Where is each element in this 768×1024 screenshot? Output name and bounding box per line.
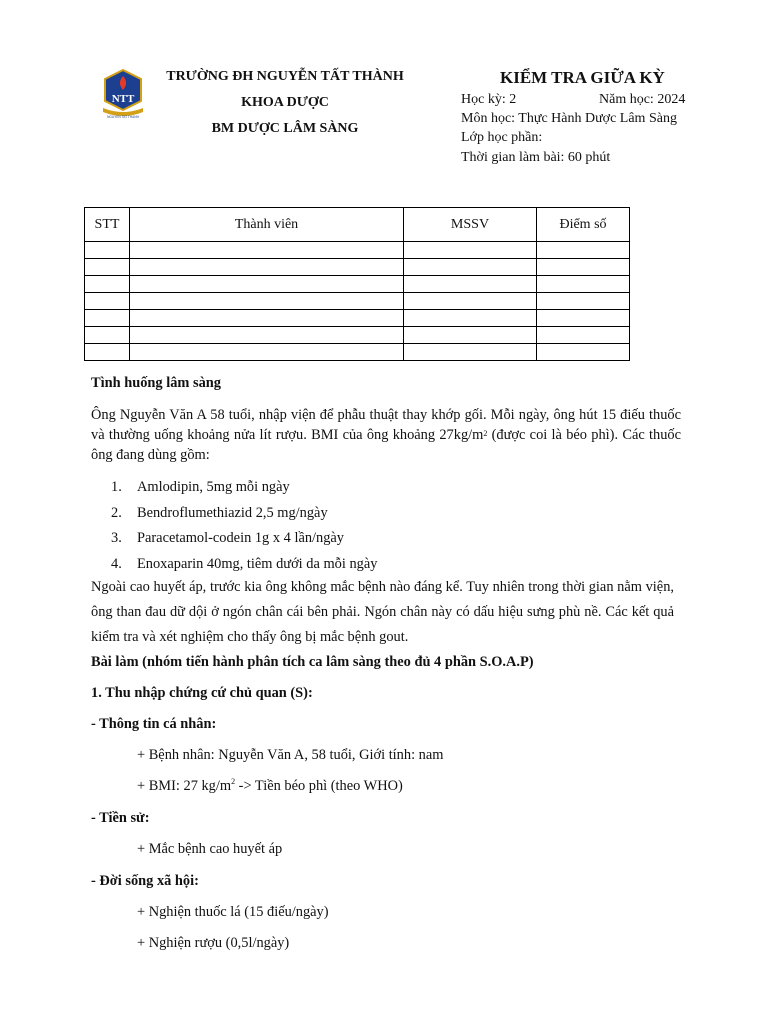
table-header-row: [85, 208, 630, 242]
table-cell: [537, 276, 630, 293]
table-row: [85, 327, 630, 344]
header-stt: STT: [85, 208, 130, 242]
case-description: Ngoài cao huyết áp, trước kia ông không mắc bệnh nào đáng kể. Tuy nhiên trong thời gian nằm viện, ông than đau dữ dội ở ngón chân cái bên phải. Ngón chân này có dấu hiệu sưng phù nề. Các kết quả kiểm tra và xét nghiệm cho thấy ông bị mắc bệnh gout.: [91, 579, 674, 645]
table-cell: [85, 310, 130, 327]
list-item: 1. Amlodipin, 5mg mỗi ngày: [111, 479, 290, 495]
table-cell: [85, 327, 130, 344]
table-row: [85, 242, 630, 259]
svg-text:NGUYEN TAT THANH: NGUYEN TAT THANH: [107, 115, 139, 119]
table-cell: [404, 293, 537, 310]
header-score: Điểm số: [537, 208, 630, 242]
table-cell: [404, 310, 537, 327]
bmi-item: + BMI: 27 $kg/m^2$ -> Tiền béo phì (theo WHO): [137, 777, 403, 794]
table-cell: [130, 310, 404, 327]
social-life-label: - Đời sống xã hội:: [91, 873, 199, 889]
table-cell: [85, 344, 130, 361]
exam-class: Lớp học phần:: [461, 130, 543, 145]
svg-text:NTT: NTT: [111, 93, 135, 105]
exam-title: KIỂM TRA GIỮA KỲ: [500, 68, 665, 87]
table-cell: [537, 293, 630, 310]
table-cell: [404, 259, 537, 276]
table-cell: [85, 259, 130, 276]
table-cell: [130, 327, 404, 344]
social-item-smoking: + Nghiện thuốc lá (15 điếu/ngày): [137, 904, 329, 920]
exam-duration: Thời gian làm bài: 60 phút: [461, 150, 611, 165]
table-cell: [537, 242, 630, 259]
table-row: [85, 276, 630, 293]
table-row: [85, 310, 630, 327]
social-item-alcohol: + Nghiện rượu (0,5l/ngày): [137, 935, 290, 951]
personal-info-item: + Bệnh nhân: Nguyễn Văn A, 58 tuổi, Giới tính: nam: [137, 747, 444, 763]
table-cell: [537, 310, 630, 327]
exam-subject: Môn học: Thực Hành Dược Lâm Sàng: [461, 111, 677, 126]
department-name: BM DƯỢC LÂM SÀNG: [211, 121, 359, 136]
school-header: [145, 68, 425, 146]
case-intro-text-2: (được coi là béo phì). Các thuốc ông đang dùng gồm:: [91, 427, 681, 463]
answer-heading: Bài làm (nhóm tiến hành phân tích ca lâm sàng theo đủ 4 phần S.O.A.P): [91, 654, 534, 670]
medication-list: [111, 478, 377, 580]
case-heading: Tình huống lâm sàng: [91, 375, 221, 391]
table-cell: [537, 344, 630, 361]
history-label: - Tiền sử:: [91, 810, 150, 826]
members-table: [84, 207, 630, 361]
table-cell: [130, 344, 404, 361]
case-intro-text: Ông Nguyễn Văn A 58 tuổi, nhập viện để phẫu thuật thay khớp gối. Mỗi ngày, ông hút 15 điếu thuốc và thường uống khoảng nửa lít rượu. BMI của ông khoảng 27kg/m: [91, 407, 681, 443]
table-cell: [130, 259, 404, 276]
table-row: [85, 259, 630, 276]
list-item: 3. Paracetamol-codein 1g x 4 lần/ngày: [111, 530, 344, 546]
table-cell: [85, 293, 130, 310]
table-cell: [404, 344, 537, 361]
table-cell: [130, 242, 404, 259]
table-cell: [130, 276, 404, 293]
table-cell: [404, 276, 537, 293]
history-item: + Mắc bệnh cao huyết áp: [137, 841, 283, 857]
table-row: [85, 293, 630, 310]
list-item: 2. Bendroflumethiazid 2,5 mg/ngày: [111, 504, 328, 521]
case-intro-sup: 2: [483, 429, 488, 438]
list-item: 4. Enoxaparin 40mg, tiêm dưới da mỗi ngày: [111, 555, 378, 572]
header-member: Thành viên: [130, 208, 404, 242]
table-cell: [85, 242, 130, 259]
table-cell: [404, 242, 537, 259]
school-logo: [98, 68, 148, 120]
section-s-heading: 1. Thu nhập chứng cứ chủ quan (S):: [91, 685, 313, 701]
case-intro: [91, 405, 681, 465]
faculty-name: KHOA DƯỢC: [241, 95, 329, 110]
table-cell: [130, 293, 404, 310]
table-cell: [537, 259, 630, 276]
school-name: TRƯỜNG ĐH NGUYỄN TẤT THÀNH: [166, 69, 404, 84]
exam-semester: Học kỳ: 2: [461, 92, 517, 107]
table-row: [85, 344, 630, 361]
header-mssv: MSSV: [404, 208, 537, 242]
table-cell: [85, 276, 130, 293]
table-cell: [537, 327, 630, 344]
exam-year: Năm học: 2024: [599, 92, 686, 107]
table-cell: [404, 327, 537, 344]
personal-info-label: - Thông tin cá nhân:: [91, 716, 217, 732]
